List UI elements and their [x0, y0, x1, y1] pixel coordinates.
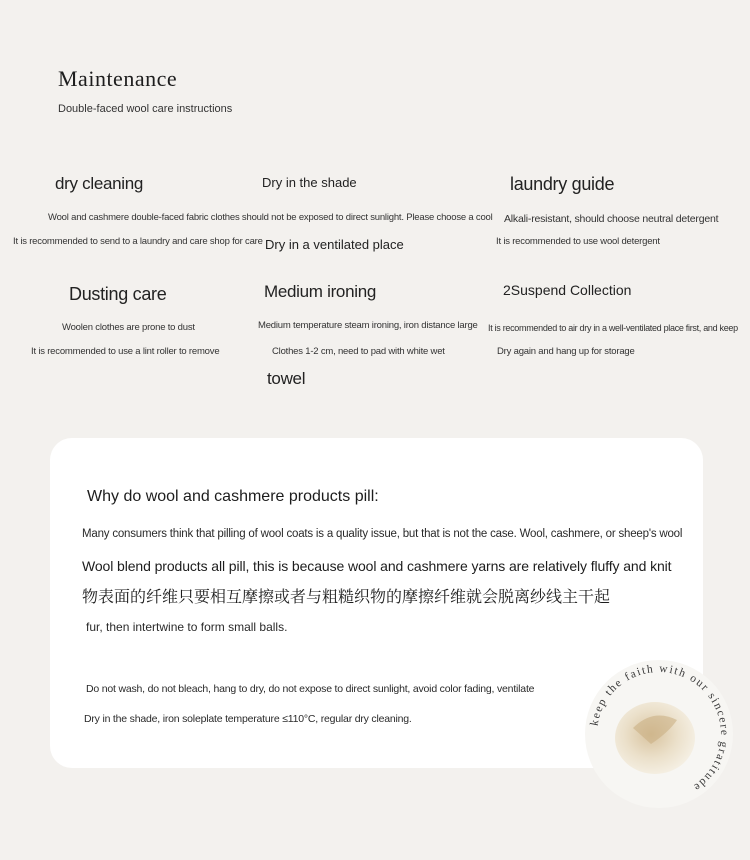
dusting-care-line2: It is recommended to use a lint roller to remove	[31, 346, 220, 357]
laundry-guide-heading: laundry guide	[510, 174, 615, 194]
pilling-text-line3: 物表面的纤维只要相互摩擦或者与粗糙织物的摩擦纤维就会脱离纱线主干起	[82, 589, 611, 606]
wool-badge	[573, 648, 745, 820]
pilling-text-line1: Many consumers think that pilling of wool coats is a quality issue, but that is not the case. Wool, cashmere, or sheep's wool	[82, 528, 683, 540]
medium-ironing-line2: Clothes 1-2 cm, need to pad with white wet	[272, 346, 445, 357]
pilling-text-line2: Wool blend products all pill, this is because wool and cashmere yarns are relatively fluffy and knit	[82, 558, 672, 574]
page-title: Maintenance	[58, 66, 178, 91]
suspend-collection-line2: Dry again and hang up for storage	[497, 346, 635, 357]
care-instruction-line2: Dry in the shade, iron soleplate temperature ≤110°C, regular dry cleaning.	[84, 713, 412, 725]
suspend-collection-line1: It is recommended to air dry in a well-ventilated place first, and keep	[488, 323, 738, 333]
pilling-question: Why do wool and cashmere products pill:	[87, 488, 379, 505]
laundry-guide-line1: Alkali-resistant, should choose neutral detergent	[504, 213, 719, 225]
pilling-text-line4: fur, then intertwine to form small balls.	[86, 620, 288, 634]
dry-shade-heading: Dry in the shade	[262, 175, 357, 190]
dry-cleaning-line1: Wool and cashmere double-faced fabric clothes should not be exposed to direct sunlight. Please choose a cool	[48, 212, 493, 223]
medium-ironing-heading: Medium ironing	[264, 282, 377, 301]
dry-shade-line1: Dry in a ventilated place	[265, 237, 404, 252]
dusting-care-line1: Woolen clothes are prone to dust	[62, 322, 195, 333]
laundry-guide-line2: It is recommended to use wool detergent	[496, 236, 660, 247]
care-instruction-line1: Do not wash, do not bleach, hang to dry, do not expose to direct sunlight, avoid color fading, ventilate	[86, 683, 535, 695]
medium-ironing-line1: Medium temperature steam ironing, iron distance large	[258, 320, 478, 331]
page-subtitle: Double-faced wool care instructions	[58, 103, 233, 115]
medium-ironing-line3: towel	[267, 369, 306, 388]
dusting-care-heading: Dusting care	[69, 284, 167, 304]
dry-cleaning-heading: dry cleaning	[55, 174, 144, 193]
suspend-collection-heading: 2Suspend Collection	[503, 282, 632, 298]
dry-cleaning-line2: It is recommended to send to a laundry and care shop for care	[13, 236, 263, 247]
badge-circle-text: keep the faith with our sincere gratitude	[588, 662, 731, 794]
